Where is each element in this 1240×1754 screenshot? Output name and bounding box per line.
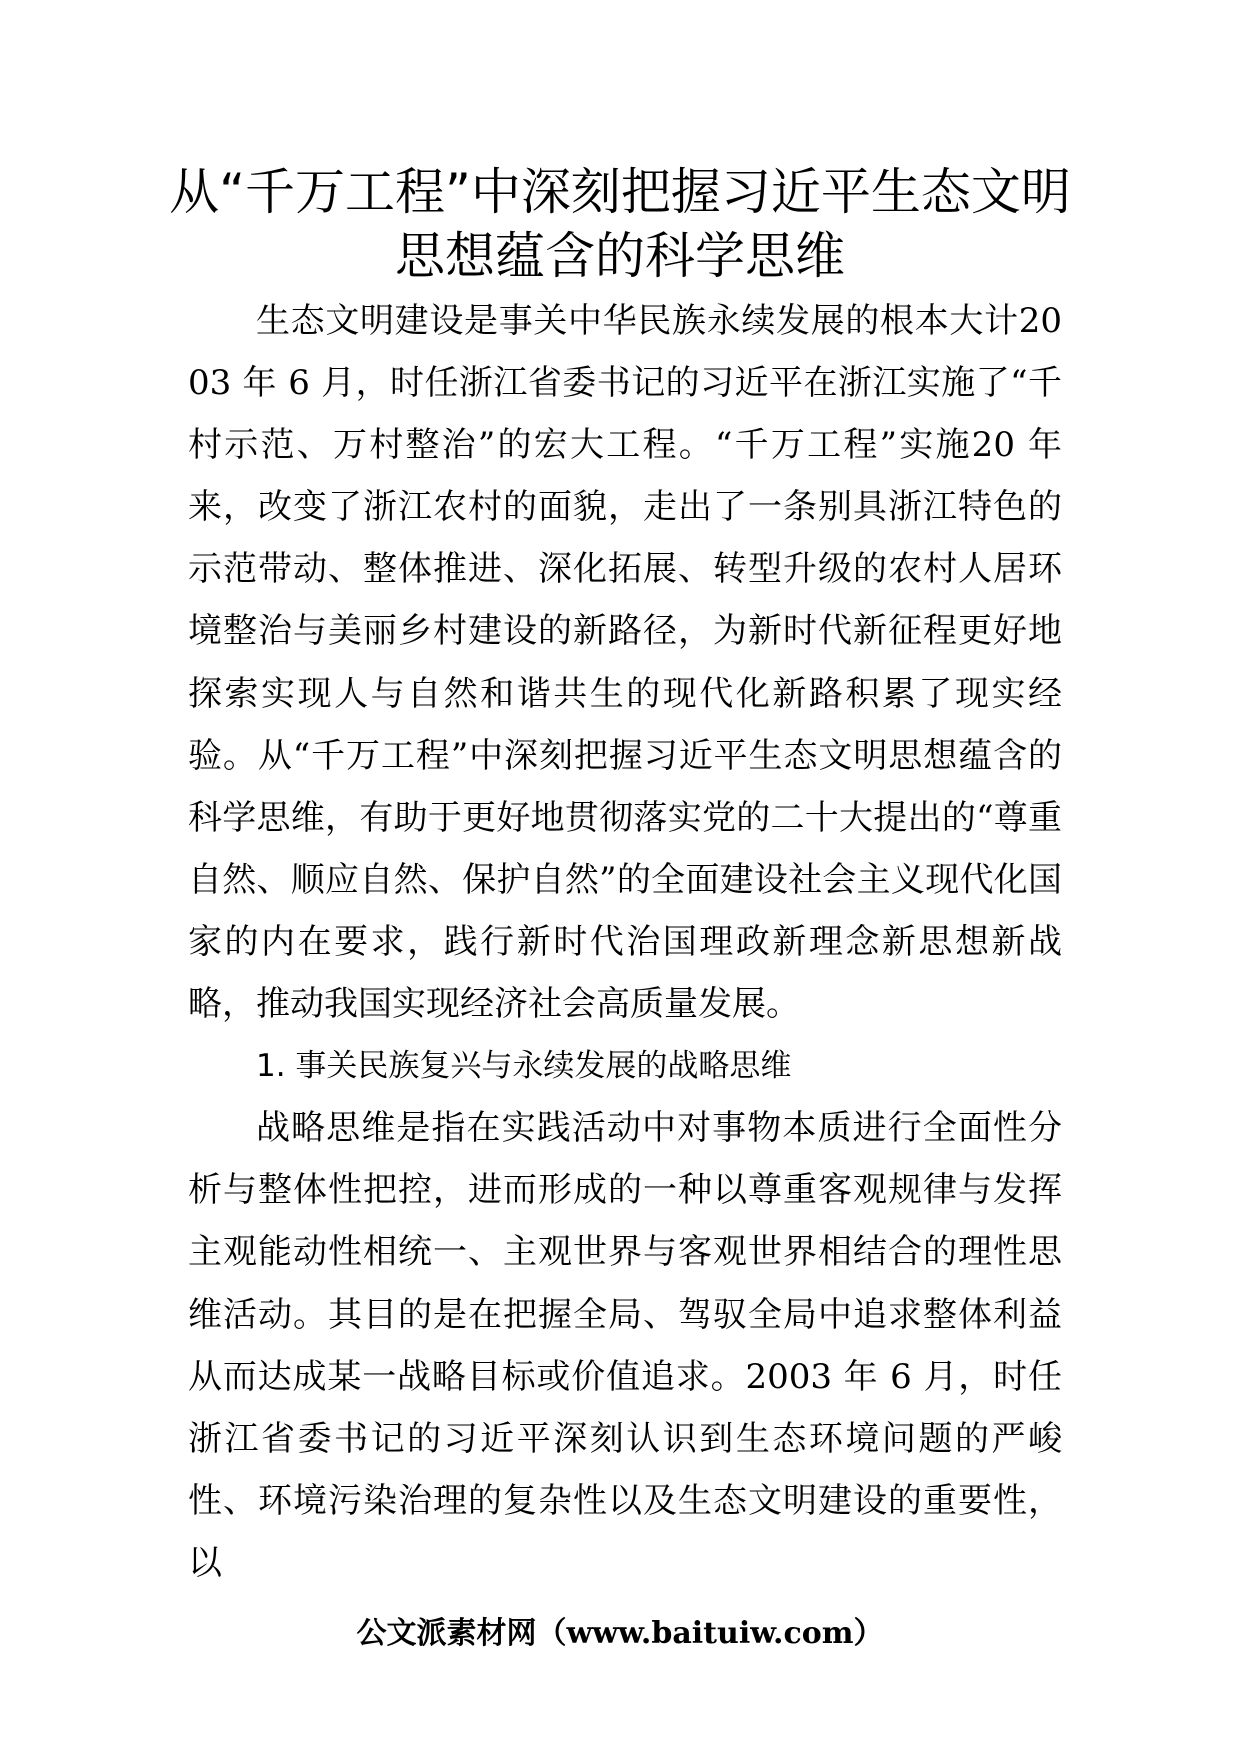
- body-paragraph: 战略思维是指在实践活动中对事物本质进行全面性分析与整体性把控，进而形成的一种以尊重客观规律与发挥主观能动性相统一、主观世界与客观世界相结合的理性思维活动。其目的是在把握全局、驾驭全局中追求整体利益从而达成某一战略目标或价值追求。2003 年 6 月，时任浙江省委书记的习近平深刻认识到生态环境问题的严峻性、环境污染治理的复杂性以及生态文明建设的重要性，以: [188, 1108, 1062, 1583]
- body-paragraph: 生态文明建设是事关中华民族永续发展的根本大计2003 年 6 月，时任浙江省委书记的习近平在浙江实施了“千村示范、万村整治”的宏大工程。“千万工程”实施20 年来，改变了浙江农村的面貌，走出了一条别具浙江特色的示范带动、整体推进、深化拓展、转型升级的农村人居环境整治与美丽乡村建设的新路径，为新时代新征程更好地探索实现人与自然和谐共生的现代化新路积累了现实经验。从“千万工程”中深刻把握习近平生态文明思想蕴含的科学思维，有助于更好地贯彻落实党的二十大提出的“尊重自然、顺应自然、保护自然”的全面建设社会主义现代化国家的内在要求，践行新时代治国理政新理念新思想新战略，推动我国实现经济社会高质量发展。: [188, 301, 1062, 1025]
- footer-watermark: 公文派素材网（www.baituiw.com）: [356, 1616, 884, 1651]
- document-title: 从“千万工程”中深刻把握习近平生态文明思想蕴含的科学思维: [169, 163, 1071, 285]
- document-body: [188, 290, 1062, 1594]
- section-heading: 1. 事关民族复兴与永续发展的战略思维: [256, 1048, 792, 1085]
